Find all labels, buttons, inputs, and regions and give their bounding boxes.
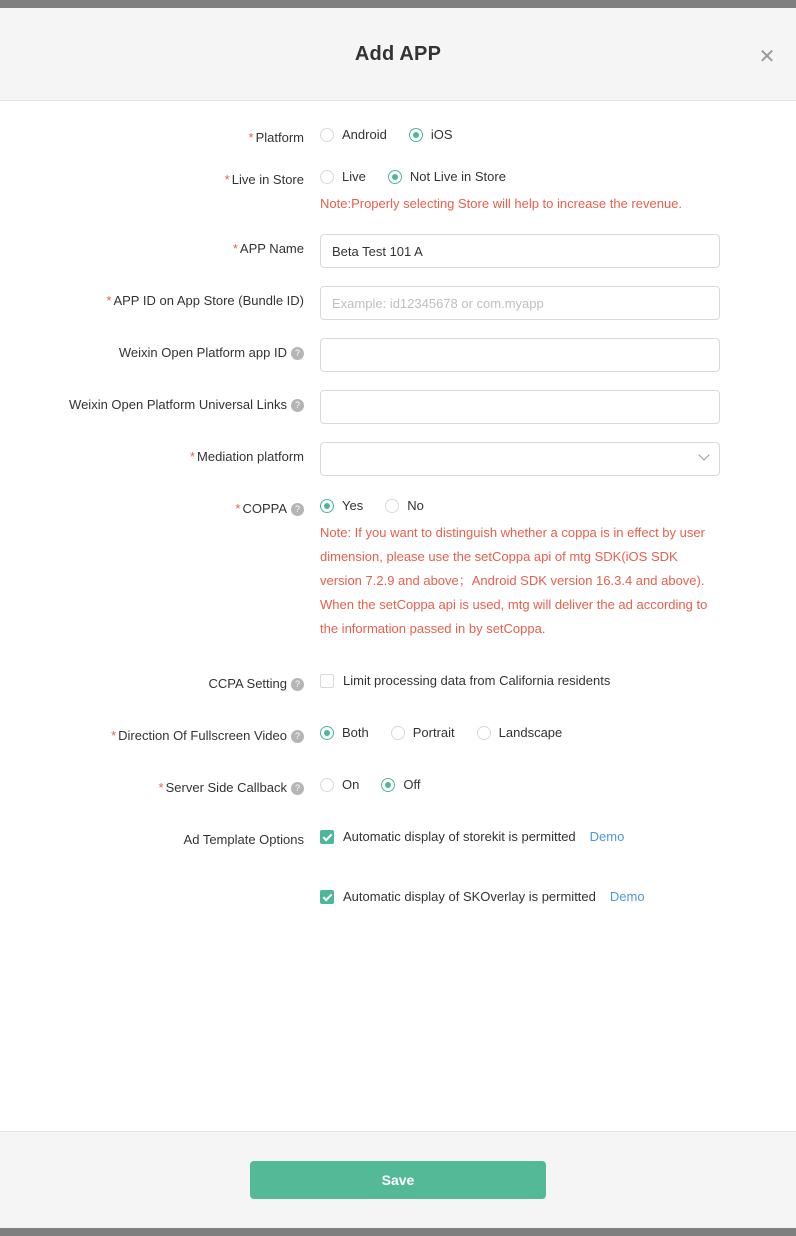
label-mediation-platform: * Mediation platform bbox=[189, 449, 304, 464]
checkbox-storekit-auto-display[interactable]: Automatic display of storekit is permitted bbox=[320, 829, 576, 844]
mediation-platform-select[interactable] bbox=[320, 442, 720, 476]
label-ccpa: CCPA Setting ? bbox=[0, 669, 320, 693]
form-row-server-side-callback bbox=[0, 773, 796, 797]
required-marker: * bbox=[189, 449, 196, 464]
page-title: Add APP bbox=[354, 42, 442, 65]
weixin-universal-links-input[interactable] bbox=[320, 390, 720, 424]
storekit-demo-link[interactable]: Demo bbox=[589, 829, 625, 844]
help-icon[interactable]: ? bbox=[291, 503, 304, 516]
radio-group-direction-fullscreen-video bbox=[320, 721, 736, 740]
form-row-app-name bbox=[0, 234, 796, 268]
form-row-mediation-platform bbox=[0, 442, 796, 476]
radio-platform-android[interactable]: Android bbox=[320, 127, 387, 142]
add-app-modal bbox=[0, 8, 796, 1228]
field-weixin-universal-links bbox=[320, 390, 796, 424]
close-icon[interactable]: ✕ bbox=[758, 44, 776, 68]
required-marker: * bbox=[235, 501, 241, 516]
radio-coppa-yes[interactable]: Yes bbox=[320, 498, 363, 513]
field-weixin-app-id bbox=[320, 338, 796, 372]
checkbox-icon-checked bbox=[320, 830, 334, 844]
radio-group-coppa bbox=[320, 494, 736, 513]
label-weixin-universal-links: Weixin Open Platform Universal Links ? bbox=[0, 390, 320, 414]
field-direction-fullscreen-video bbox=[320, 721, 796, 740]
form-row-platform bbox=[0, 123, 796, 147]
label-coppa: * COPPA ? bbox=[0, 494, 320, 518]
help-icon[interactable]: ? bbox=[291, 399, 304, 412]
label-weixin-app-id: Weixin Open Platform app ID ? bbox=[0, 338, 320, 362]
radio-icon bbox=[477, 726, 491, 740]
field-live-in-store bbox=[320, 165, 796, 216]
radio-not-live-in-store[interactable]: Not Live in Store bbox=[388, 169, 506, 184]
radio-direction-portrait[interactable]: Portrait bbox=[391, 725, 455, 740]
radio-icon-selected bbox=[381, 778, 395, 792]
label-app-name: * APP Name bbox=[232, 241, 304, 256]
field-ad-template-options bbox=[320, 825, 796, 844]
note-coppa: Note: If you want to distinguish whether a coppa is in effect by user dimension, please use the setCoppa api of mtg SDK(iOS SDK version 7.2.9 and above；Android SDK version 16.3.4 and above). When the setCoppa api is used, mtg will deliver the ad according to the information passed in by setCoppa. bbox=[320, 525, 708, 636]
radio-icon bbox=[391, 726, 405, 740]
label-direction-fullscreen-video: * Direction Of Fullscreen Video ? bbox=[0, 721, 320, 745]
radio-group-live-in-store bbox=[320, 165, 736, 184]
label-live-in-store: * Live in Store bbox=[224, 172, 304, 187]
radio-direction-both[interactable]: Both bbox=[320, 725, 369, 740]
app-id-input[interactable] bbox=[320, 286, 720, 320]
radio-icon-selected bbox=[320, 726, 334, 740]
weixin-app-id-input[interactable] bbox=[320, 338, 720, 372]
help-icon[interactable]: ? bbox=[291, 347, 304, 360]
field-mediation-platform bbox=[320, 442, 796, 476]
mediation-platform-select-value bbox=[320, 442, 720, 476]
radio-group-server-side-callback bbox=[320, 773, 736, 792]
radio-icon-selected bbox=[388, 170, 402, 184]
required-marker: * bbox=[111, 728, 117, 743]
label-server-side-callback: * Server Side Callback ? bbox=[0, 773, 320, 797]
required-marker: * bbox=[224, 172, 230, 187]
help-icon[interactable]: ? bbox=[291, 730, 304, 743]
radio-icon-selected bbox=[409, 128, 423, 142]
skoverlay-demo-link[interactable]: Demo bbox=[609, 889, 645, 904]
form-row-direction-fullscreen-video bbox=[0, 721, 796, 745]
field-app-id bbox=[320, 286, 796, 320]
radio-icon-selected bbox=[320, 499, 334, 513]
modal-footer bbox=[0, 1131, 796, 1228]
help-icon[interactable]: ? bbox=[291, 782, 304, 795]
form-row-ad-template-options-skoverlay bbox=[0, 885, 796, 904]
modal-body bbox=[0, 101, 796, 1131]
form-row-live-in-store bbox=[0, 165, 796, 216]
field-coppa bbox=[320, 494, 796, 641]
radio-icon bbox=[320, 170, 334, 184]
required-marker: * bbox=[106, 293, 112, 308]
checkbox-group-storekit bbox=[320, 825, 736, 844]
required-marker: * bbox=[232, 241, 238, 256]
label-ad-template-options-secondary bbox=[0, 885, 320, 891]
label-platform: * Platform bbox=[248, 130, 304, 145]
field-ad-template-options-skoverlay bbox=[320, 885, 796, 904]
form-row-app-id bbox=[0, 286, 796, 320]
field-ccpa bbox=[320, 669, 796, 688]
field-platform bbox=[320, 123, 796, 142]
field-server-side-callback bbox=[320, 773, 796, 792]
checkbox-group-skoverlay bbox=[320, 885, 736, 904]
label-ad-template-options: Ad Template Options bbox=[183, 832, 304, 847]
radio-coppa-no[interactable]: No bbox=[385, 498, 424, 513]
checkbox-icon-checked bbox=[320, 890, 334, 904]
form-row-weixin-universal-links bbox=[0, 390, 796, 424]
app-name-input[interactable] bbox=[320, 234, 720, 268]
radio-icon bbox=[385, 499, 399, 513]
save-button[interactable]: Save bbox=[250, 1161, 546, 1199]
radio-platform-ios[interactable]: iOS bbox=[409, 127, 453, 142]
form-row-ad-template-options bbox=[0, 825, 796, 849]
form-row-weixin-app-id bbox=[0, 338, 796, 372]
radio-icon bbox=[320, 128, 334, 142]
radio-live[interactable]: Live bbox=[320, 169, 366, 184]
note-live-in-store: Note:Properly selecting Store will help to increase the revenue. bbox=[320, 196, 683, 211]
radio-group-platform bbox=[320, 123, 736, 142]
checkbox-skoverlay-auto-display[interactable]: Automatic display of SKOverlay is permitted bbox=[320, 889, 596, 904]
radio-server-callback-off[interactable]: Off bbox=[381, 777, 420, 792]
radio-server-callback-on[interactable]: On bbox=[320, 777, 359, 792]
label-app-id: * APP ID on App Store (Bundle ID) bbox=[106, 293, 304, 308]
checkbox-ccpa-limit-processing[interactable]: Limit processing data from California residents bbox=[320, 673, 610, 688]
window-bottom-strip bbox=[0, 1228, 796, 1236]
required-marker: * bbox=[248, 130, 254, 145]
help-icon[interactable]: ? bbox=[291, 678, 304, 691]
radio-icon bbox=[320, 778, 334, 792]
checkbox-group-ccpa bbox=[320, 669, 736, 688]
form-row-coppa bbox=[0, 494, 796, 641]
checkbox-icon bbox=[320, 674, 334, 688]
form-row-ccpa bbox=[0, 669, 796, 693]
window-top-strip bbox=[0, 0, 796, 8]
radio-direction-landscape[interactable]: Landscape bbox=[477, 725, 563, 740]
required-marker: * bbox=[158, 780, 164, 795]
field-app-name bbox=[320, 234, 796, 268]
modal-header bbox=[0, 8, 796, 101]
